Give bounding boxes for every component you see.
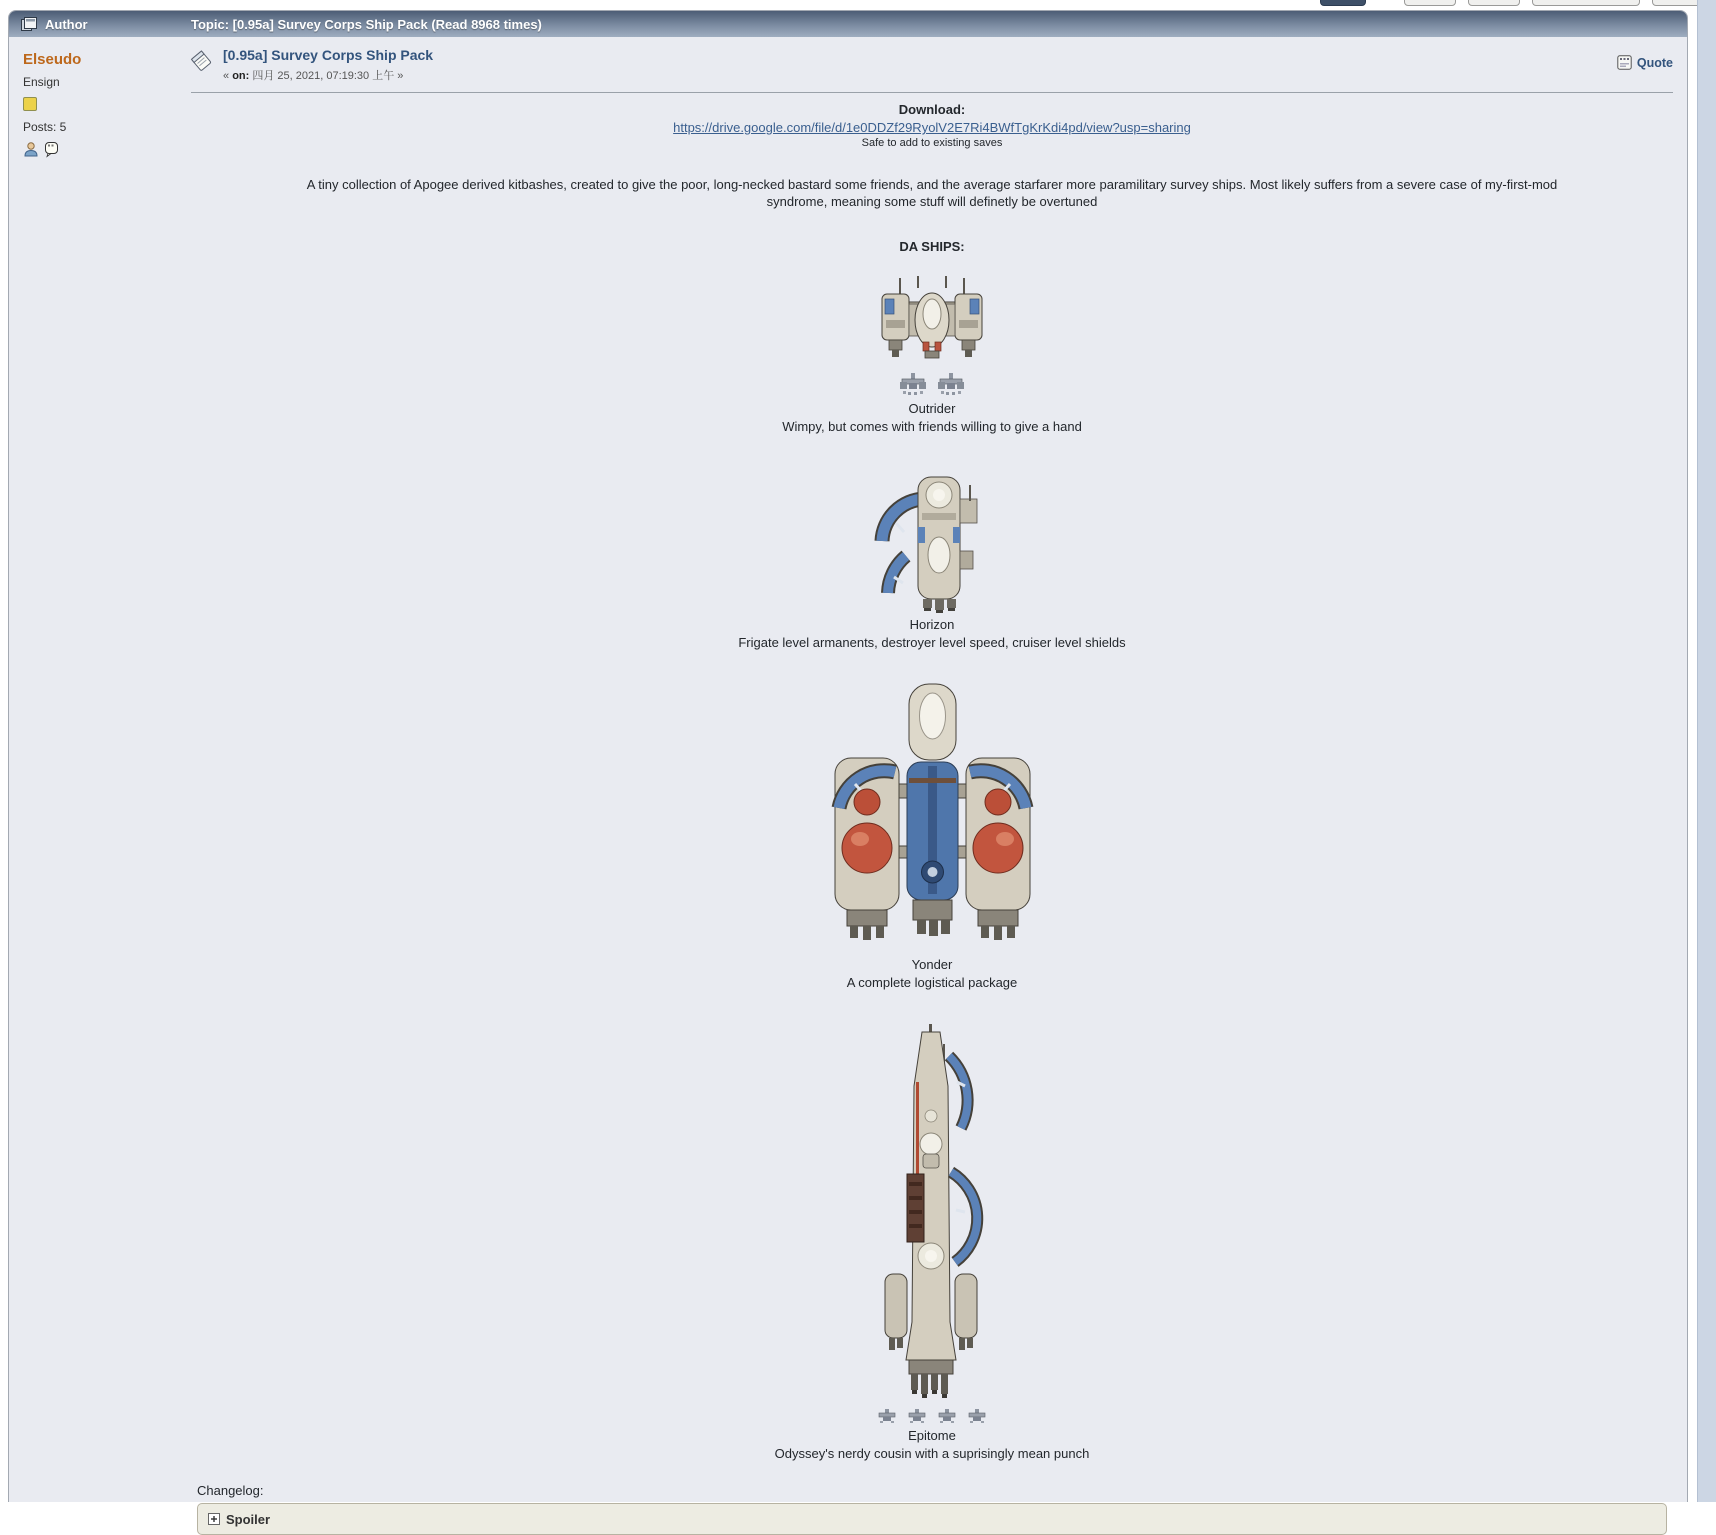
epitome-drone-wing (191, 1409, 1673, 1424)
post-date-line: « on: 四月 25, 2021, 07:19:30 上午 » (223, 70, 404, 82)
ship-figure-horizon (191, 461, 1673, 650)
ship-name: Outrider (908, 401, 956, 416)
drone-sprite (878, 1409, 896, 1424)
ship-figure-epitome (191, 1024, 1673, 1461)
topic-title-header: Topic: [0.95a] Survey Corps Ship Pack (Read 8968 times) (191, 16, 542, 32)
spoiler-label: Spoiler (226, 1511, 271, 1527)
quote-icon (1617, 55, 1632, 70)
post-content-panel (191, 37, 1687, 1535)
ship-figure-yonder (191, 678, 1673, 990)
drone-sprite (968, 1409, 986, 1424)
view-profile-icon[interactable] (23, 141, 39, 159)
download-link[interactable]: https://drive.google.com/file/d/1e0DDZf29RyolV2E7Ri4BWfTgKrKdi4pd/view?usp=sharing (673, 120, 1191, 135)
spoiler-toggle[interactable] (197, 1503, 1667, 1535)
ship-sprite-outrider (876, 276, 988, 370)
post-row (9, 37, 1687, 1535)
ship-figure-outrider (191, 276, 1673, 434)
cutoff-toolbar-button[interactable] (1652, 0, 1702, 6)
fighter-sprite (938, 373, 964, 397)
ship-name: Yonder (911, 957, 953, 972)
topic-list-icon (21, 17, 37, 31)
ship-name: Horizon (909, 617, 955, 632)
post-body (191, 102, 1673, 1535)
save-note: Safe to add to existing saves (861, 137, 1003, 149)
cutoff-toolbar-button[interactable] (1404, 0, 1456, 6)
post-header-divider (191, 92, 1673, 93)
ship-sprite-horizon (866, 461, 998, 613)
poster-action-icons (23, 141, 191, 159)
intro-paragraph: A tiny collection of Apogee derived kitbashes, created to give the poor, long-necked bastard some friends, and the average starfarer more paramilitary survey ships. Most likely suffers from a severe case of my-first-mod syndrome, meaning some stuff will definetly be overtuned (306, 177, 1558, 209)
ship-sprite-yonder (825, 678, 1040, 953)
poster-post-count: Posts: 5 (23, 120, 67, 134)
post-header (191, 47, 1673, 83)
ship-name: Epitome (908, 1428, 956, 1443)
ship-description: A complete logistical package (846, 975, 1018, 990)
poster-info-panel (9, 37, 191, 159)
fighter-sprite (900, 373, 926, 397)
download-label: Download: (898, 102, 966, 117)
ship-sprite-epitome (863, 1024, 1001, 1406)
personal-message-icon[interactable] (44, 141, 59, 159)
topic-header-bar (9, 11, 1687, 37)
quote-button[interactable] (1617, 55, 1673, 70)
ship-description: Wimpy, but comes with friends willing to give a hand (782, 419, 1082, 434)
window-edge-strip (1697, 0, 1716, 1502)
poster-name-link[interactable]: Elseudo (23, 51, 82, 68)
drone-sprite (908, 1409, 926, 1424)
ship-description: Odyssey's nerdy cousin with a suprisingly mean punch (774, 1446, 1090, 1461)
quote-label: Quote (1636, 55, 1673, 70)
spoiler-expand-icon (208, 1513, 220, 1525)
outrider-fighter-wing (191, 373, 1673, 397)
rank-star-badge (23, 97, 37, 111)
drone-sprite (938, 1409, 956, 1424)
poster-rank: Ensign (23, 75, 60, 89)
topic-container (8, 10, 1688, 1527)
topic-page-icon (191, 50, 213, 72)
post-title-link[interactable]: [0.95a] Survey Corps Ship Pack (223, 47, 434, 63)
author-column-header: Author (45, 16, 88, 32)
cutoff-toolbar-button[interactable] (1532, 0, 1640, 6)
on-label: on: (232, 70, 250, 82)
ship-description: Frigate level armanents, destroyer level speed, cruiser level shields (738, 635, 1126, 650)
cutoff-toolbar-button[interactable] (1320, 0, 1366, 6)
ships-heading: DA SHIPS: (899, 239, 965, 254)
changelog-label: Changelog: (197, 1483, 264, 1498)
cutoff-toolbar-button[interactable] (1468, 0, 1520, 6)
